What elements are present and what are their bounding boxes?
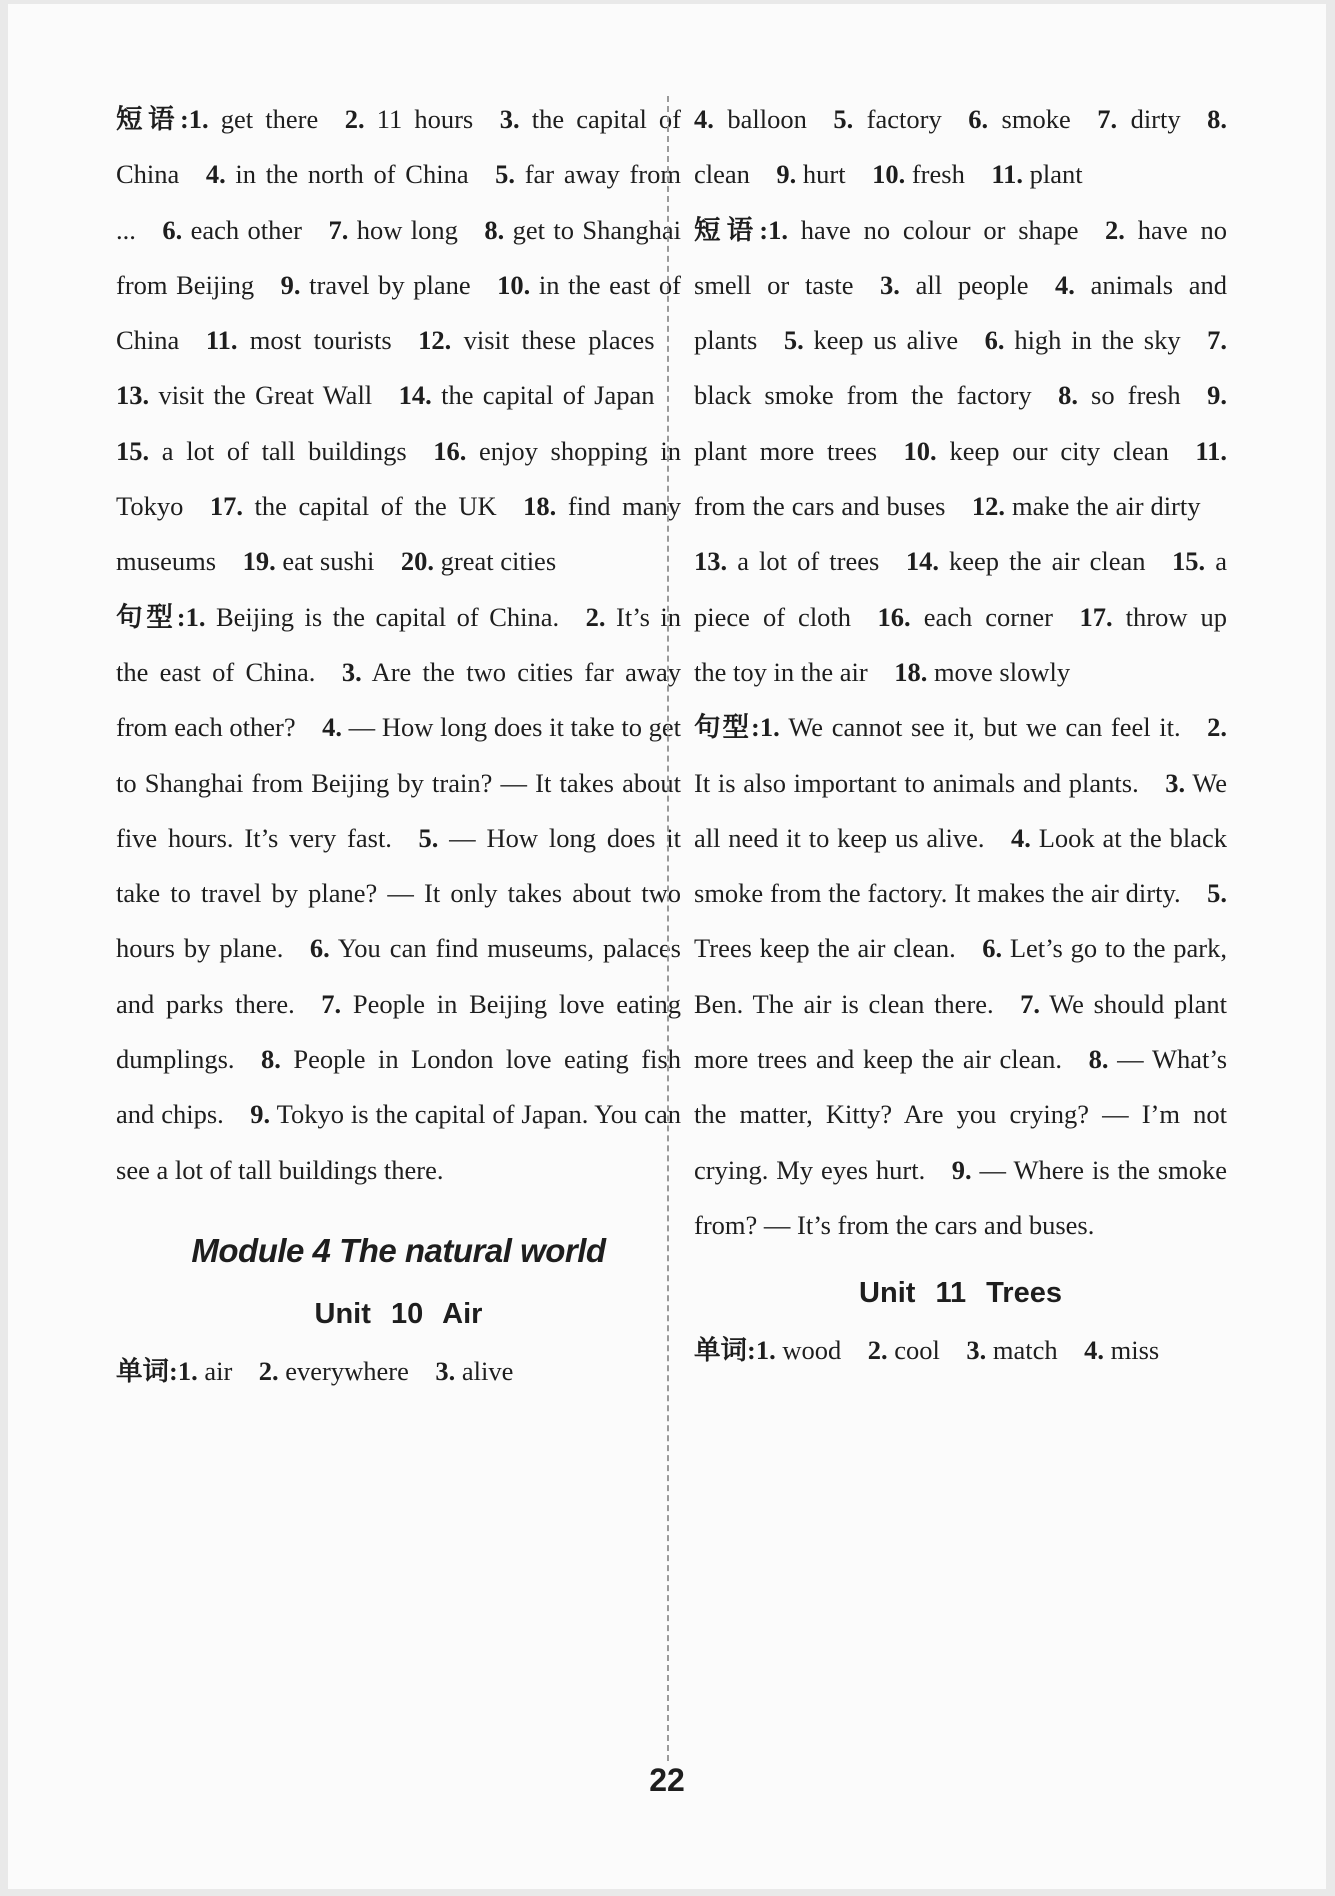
item-number: 3.	[880, 269, 900, 300]
item-number: 6.	[982, 933, 1003, 964]
item-text: get to Shanghai from Beijing	[116, 214, 681, 300]
item-text: smoke	[988, 104, 1071, 134]
item-text: far away from ...	[116, 159, 681, 245]
item-number: 6.	[984, 325, 1005, 356]
word-list	[694, 104, 1227, 189]
column-divider	[667, 96, 669, 1761]
item-number: 4.	[205, 159, 226, 190]
item-number: 8.	[484, 214, 505, 245]
right-sentences	[694, 700, 1227, 1253]
word-item	[178, 1356, 232, 1386]
item-text: Are the two cities far away from each other?	[116, 656, 682, 743]
item-text: 11 hours	[364, 104, 474, 134]
phrase-item	[243, 546, 375, 576]
item-number: 1.	[177, 1355, 198, 1386]
item-number: 17.	[209, 491, 243, 522]
item-number: 19.	[242, 546, 276, 577]
unit-title: Unit 11 Trees	[859, 1277, 1062, 1310]
item-text: Beijing is the capital of China.	[205, 601, 560, 632]
page-number: 22	[649, 1762, 685, 1798]
word-list	[178, 1356, 514, 1386]
sentence-list	[694, 712, 1227, 1240]
item-text: alive	[455, 1355, 514, 1386]
phrase-item	[768, 215, 1078, 245]
item-text: Let’s go to the park, Ben. The air is clean there.	[694, 933, 1228, 1019]
sentences-label: 句型:	[116, 601, 186, 632]
item-text: keep the air clean	[938, 546, 1146, 577]
item-text: how long	[348, 214, 458, 245]
item-number: 11.	[1195, 435, 1227, 466]
module-title: Module 4 The natural world	[191, 1231, 606, 1269]
phrase-item	[329, 215, 458, 245]
item-text: the capital of China	[116, 104, 682, 190]
phrase-item	[972, 491, 1201, 521]
word-item	[968, 104, 1071, 134]
item-number: 1.	[768, 214, 789, 245]
word-item	[756, 1335, 841, 1365]
word-item	[259, 1356, 409, 1386]
phrase-item	[694, 546, 879, 576]
phrase-item	[162, 215, 302, 245]
item-number: 9.	[250, 1099, 271, 1130]
item-text: great cities	[434, 546, 557, 577]
phrase-item	[894, 657, 1070, 687]
item-text: match	[986, 1335, 1058, 1366]
item-number: 3.	[966, 1335, 987, 1366]
item-number: 5.	[1207, 878, 1227, 909]
item-number: 11.	[205, 325, 238, 356]
item-number: 5.	[783, 325, 804, 356]
item-number: 1.	[188, 104, 209, 134]
item-number: 10.	[903, 435, 937, 466]
item-text: throw up the toy in the air	[694, 601, 1227, 687]
item-text: each other	[182, 214, 302, 245]
sentence-item	[186, 602, 560, 632]
phrase-item	[189, 104, 318, 134]
item-text: We cannot see it, but we can feel it.	[779, 712, 1181, 743]
item-text: high in the sky	[1004, 325, 1181, 356]
item-number: 8.	[1058, 380, 1079, 411]
item-text: Tokyo is the capital of Japan. You can see a lot of tall buildings there.	[116, 1099, 681, 1185]
word-item	[868, 1335, 940, 1365]
phrase-item	[985, 325, 1181, 355]
item-number: 7.	[328, 214, 349, 245]
item-number: 9.	[1207, 380, 1227, 411]
item-number: 1.	[759, 712, 780, 743]
item-number: 13.	[694, 546, 728, 577]
item-text: so fresh	[1078, 380, 1181, 411]
right-words	[694, 92, 1227, 203]
right-words-2	[694, 1323, 1227, 1378]
phrase-item	[206, 325, 392, 355]
item-number: 10.	[497, 269, 531, 300]
words-label: 单词:	[694, 1335, 756, 1366]
item-number: 4.	[1011, 822, 1031, 853]
item-number: 3.	[341, 656, 362, 687]
left-column	[116, 92, 681, 1399]
item-number: 9.	[776, 159, 797, 190]
item-number: 12.	[418, 325, 452, 356]
item-text: travel by plane	[300, 269, 471, 300]
left-words	[116, 1344, 681, 1399]
item-number: 18.	[894, 656, 928, 687]
phrase-item	[281, 270, 471, 300]
item-number: 15.	[1172, 546, 1206, 577]
item-text: the capital of Japan	[431, 380, 655, 411]
word-item	[694, 104, 807, 134]
item-text: make the air dirty	[1005, 491, 1201, 522]
item-number: 5.	[495, 159, 515, 190]
right-phrases	[694, 203, 1227, 701]
item-number: 12.	[971, 491, 1006, 522]
item-number: 1.	[755, 1335, 776, 1366]
words-label: 单词:	[116, 1355, 178, 1386]
item-text: miss	[1103, 1335, 1160, 1366]
word-item	[1084, 1335, 1159, 1365]
item-number: 18.	[523, 491, 557, 522]
item-text: animals and plants	[694, 269, 1228, 356]
item-text: Trees keep the air clean.	[694, 933, 956, 964]
item-text: get there	[208, 104, 319, 134]
item-number: 8.	[1207, 104, 1227, 134]
item-text: People in Beijing love eating dumplings.	[116, 988, 681, 1075]
item-text: in the north of China	[225, 159, 469, 190]
item-number: 7.	[1207, 325, 1227, 356]
item-text: It is also important to animals and plants.	[694, 767, 1139, 798]
item-text: We should plant more trees and keep the air clean.	[694, 988, 1227, 1075]
item-text: a piece of cloth	[694, 546, 1228, 632]
item-text: a lot of tall buildings	[149, 435, 407, 466]
phrase-list	[694, 215, 1227, 687]
item-number: 2.	[1105, 214, 1125, 245]
phrase-item	[210, 491, 497, 521]
word-item	[872, 159, 965, 189]
item-text: fresh	[905, 159, 965, 190]
sentences-label: 句型:	[694, 712, 760, 743]
item-number: 7.	[1020, 988, 1041, 1019]
item-number: 6.	[968, 104, 989, 134]
item-number: 2.	[258, 1355, 279, 1386]
item-number: 4.	[1054, 269, 1075, 300]
item-text: — What’s the matter, Kitty? Are you crying? — I’m not crying. My eyes hurt.	[694, 1044, 1228, 1185]
word-item	[435, 1356, 513, 1386]
phrases-label: 短语:	[116, 104, 189, 134]
item-number: 3.	[1165, 767, 1186, 798]
item-text: plant	[1023, 159, 1083, 190]
item-text: You can find museums, palaces and parks there.	[116, 933, 681, 1019]
item-text: air	[197, 1355, 233, 1386]
item-number: 2.	[1207, 712, 1228, 743]
item-text: black smoke from the factory	[694, 380, 1032, 411]
item-text: find many museums	[116, 491, 682, 577]
page	[8, 4, 1326, 1889]
item-text: People in London love eating fish and chips.	[116, 1044, 681, 1130]
item-text: — Where is the smoke from? — It’s from the cars and buses.	[694, 1154, 1227, 1240]
phrase-item	[878, 602, 1053, 632]
item-text: the capital of the UK	[242, 491, 497, 522]
phrase-item	[880, 270, 1028, 300]
item-number: 11.	[991, 159, 1023, 190]
word-item	[776, 159, 845, 189]
item-text: plant more trees	[694, 435, 878, 466]
item-text: a lot of trees	[727, 546, 880, 577]
item-text: everywhere	[278, 1355, 409, 1386]
item-text: each corner	[910, 601, 1053, 632]
sentence-item	[760, 712, 1181, 742]
item-text: visit the Great Wall	[149, 380, 373, 411]
item-number: 2.	[867, 1335, 888, 1366]
item-text: in the east of China	[116, 269, 681, 356]
item-number: 8.	[261, 1044, 281, 1075]
item-text: eat sushi	[275, 546, 375, 577]
item-number: 6.	[162, 214, 183, 245]
word-item	[991, 159, 1082, 189]
item-number: 2.	[344, 104, 365, 134]
item-text: all people	[899, 269, 1029, 300]
item-text: balloon	[713, 104, 807, 134]
left-sentences	[116, 590, 681, 1198]
word-item	[966, 1335, 1057, 1365]
item-text: dirty	[1117, 104, 1181, 134]
item-text: enjoy shopping in Tokyo	[116, 435, 681, 522]
item-number: 4.	[694, 104, 714, 134]
item-number: 2.	[585, 601, 606, 632]
item-text: visit these places	[451, 325, 655, 356]
item-text: keep us alive	[803, 325, 959, 356]
item-number: 14.	[398, 380, 432, 411]
phrases-label: 短语:	[694, 214, 769, 245]
item-number: 5.	[418, 822, 439, 853]
item-text: We all need it to keep us alive.	[694, 767, 1227, 853]
item-text: clean	[694, 159, 750, 190]
item-number: 1.	[185, 601, 206, 632]
phrase-item	[116, 436, 407, 466]
phrase-item	[116, 380, 372, 410]
phrase-item	[345, 104, 474, 134]
sentence-list	[116, 602, 681, 1185]
word-item	[833, 104, 941, 134]
item-number: 4.	[322, 712, 342, 743]
item-number: 9.	[951, 1154, 972, 1185]
phrase-item	[1058, 380, 1180, 410]
phrase-item	[399, 380, 655, 410]
phrase-item	[206, 159, 469, 189]
item-text: Look at the black smoke from the factory. It makes the air dirty.	[694, 822, 1227, 909]
item-number: 13.	[116, 380, 150, 411]
word-item	[1097, 104, 1180, 134]
item-text: move slowly	[927, 656, 1071, 687]
item-text: cool	[887, 1335, 940, 1366]
item-text: wood	[775, 1335, 842, 1366]
item-number: 17.	[1079, 601, 1113, 632]
item-number: 16.	[877, 601, 911, 632]
item-text: have no smell or taste	[694, 214, 1228, 300]
phrase-item	[904, 436, 1169, 466]
item-text: keep our city clean	[936, 435, 1169, 466]
item-number: 3.	[435, 1355, 456, 1386]
phrase-item	[418, 325, 654, 355]
item-number: 3.	[499, 104, 520, 134]
item-text: hurt	[796, 159, 846, 190]
item-text: most tourists	[237, 325, 392, 356]
item-number: 4.	[1084, 1335, 1104, 1366]
item-number: 20.	[400, 546, 434, 577]
item-text: have no colour or shape	[788, 214, 1079, 245]
item-number: 9.	[280, 269, 301, 300]
phrase-item	[784, 325, 958, 355]
item-number: 14.	[905, 546, 939, 577]
word-list	[756, 1335, 1159, 1365]
item-text: — How long does it take to get to Shanghai from Beijing by train? — It takes about five hours. It’s very fast.	[116, 712, 681, 853]
item-number: 7.	[1097, 104, 1118, 134]
item-text: — How long does it take to travel by plane? — It only takes about two hours by plane.	[116, 822, 681, 964]
left-phrases	[116, 92, 681, 590]
right-column	[694, 92, 1227, 1379]
item-number: 15.	[116, 435, 150, 466]
phrase-list	[116, 104, 681, 576]
item-number: 7.	[321, 988, 342, 1019]
item-number: 5.	[833, 104, 854, 134]
unit-title: Unit 10 Air	[314, 1297, 483, 1330]
item-text: factory	[853, 104, 942, 134]
item-text: from the cars and buses	[694, 491, 946, 522]
item-number: 10.	[872, 159, 906, 190]
item-number: 6.	[309, 933, 330, 964]
item-number: 8.	[1088, 1044, 1109, 1075]
phrase-item	[401, 546, 556, 576]
phrase-item	[906, 546, 1146, 576]
item-number: 16.	[433, 435, 467, 466]
item-text: It’s in the east of China.	[116, 601, 682, 687]
